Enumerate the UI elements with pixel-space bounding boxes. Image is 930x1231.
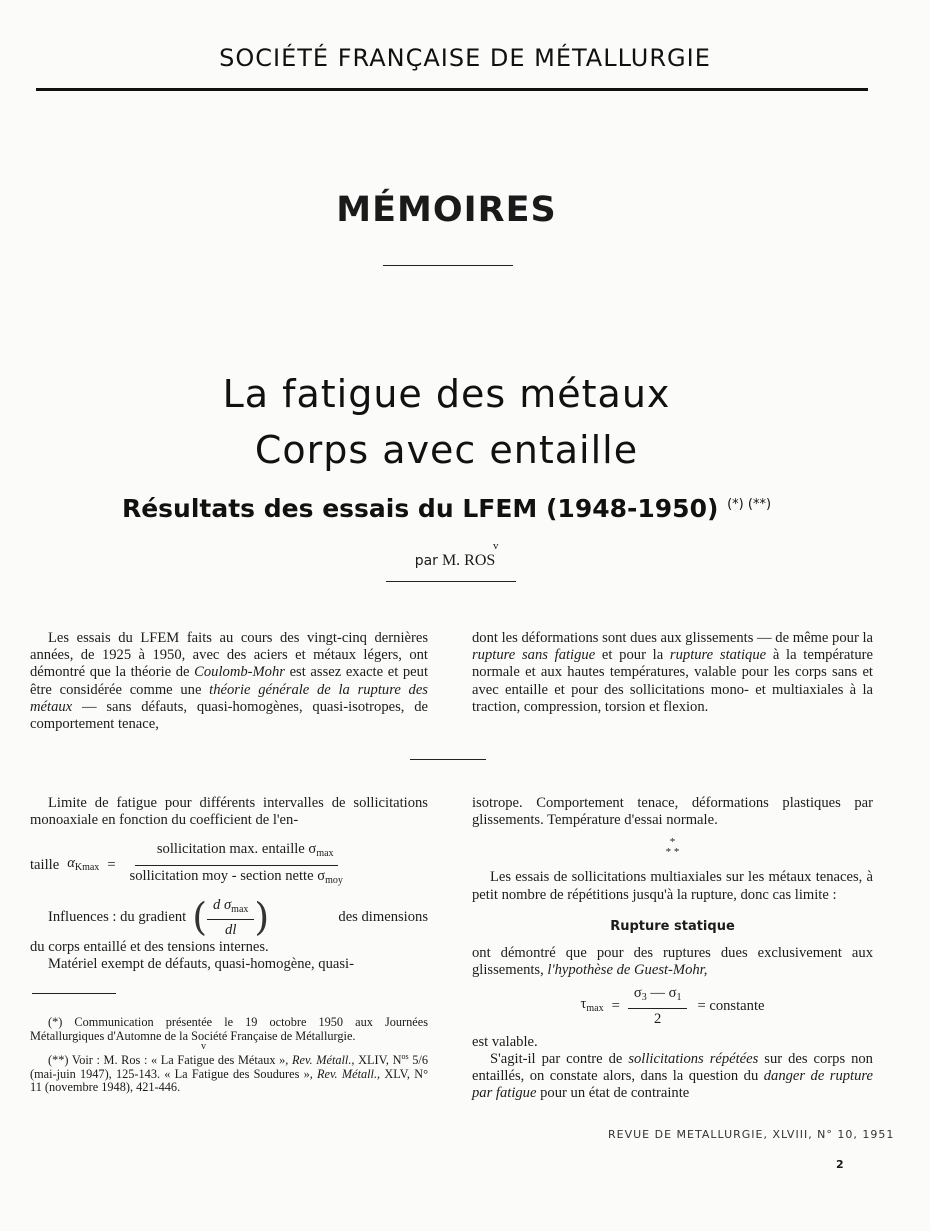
body-right-p5b: sur des corps non entaillés, on constate alors, dans la question du (472, 1051, 873, 1085)
tau-fraction (628, 985, 688, 1027)
author-name: M. ROS (441, 552, 496, 569)
footnote-2b: , XLIV, N (351, 1053, 402, 1068)
article-title-line2: Corps avec entaille (254, 428, 639, 472)
author-prefix: par (414, 553, 438, 569)
gradient-den: dl (225, 922, 237, 939)
section-rule (383, 265, 513, 266)
alpha-formula (30, 841, 428, 888)
footnote-2c: 5/6 (mai-juin 1947), 125-143. « La Fatigue des Soudures », (30, 1053, 428, 1081)
footnote-2d: , XLV, N° 11 (novembre 1948), 421-446. (30, 1066, 429, 1095)
separator-stars (472, 837, 873, 857)
gradient-formula (30, 897, 428, 939)
journal-footer: REVUE DE METALLURGIE, XLVIII, N° 10, 1951 (608, 1128, 895, 1141)
subtitle-text: Résultats des essais du LFEM (1948-1950) (121, 494, 719, 523)
body-right-p2: Les essais de sollicitations multiaxiales sur les métaux tenaces, à petit nombre de répétitions jusqu'à la rupture, donc cas limite : (472, 869, 873, 903)
abstract-right (472, 630, 873, 716)
body-left (30, 795, 428, 974)
section-title: MÉMOIRES (336, 190, 557, 230)
body-right-p5-it2: danger de rupture par fatigue (472, 1068, 873, 1102)
header-rule (36, 88, 868, 91)
alpha-sub: Kmax (74, 861, 100, 873)
constante: = constante (697, 998, 765, 1015)
tau-den: 2 (654, 1010, 662, 1027)
footnote-2-sup: os (401, 1052, 409, 1061)
abstract-right-s3: à la température normale et aux hautes températures, valable pour les corps sans et avec entaille et pour des sollicitations mono- et multiaxiales à la traction, compression, torsion et flexion. (472, 647, 873, 715)
article-subtitle (0, 494, 893, 523)
paren-left: ( (192, 895, 208, 940)
footnote-2 (30, 1050, 428, 1095)
body-right-p5c: pour un état de contrainte (536, 1085, 690, 1102)
society-header: SOCIÉTÉ FRANÇAISE DE MÉTALLURGIE (219, 44, 711, 72)
tau-symbol: τ (580, 996, 587, 1013)
body-left-p1: Limite de fatigue pour différents intervalles de sollicitations monoaxiale en fonction du coefficient de l'en- (30, 795, 428, 829)
abstract-left-it2: théorie générale de la rupture des métaux (30, 681, 428, 715)
sigma3-sub: 3 (641, 992, 647, 1004)
footnote-2-caron: v (201, 1041, 206, 1052)
body-right-p3a: ont démontré que pour des ruptures dues exclusivement aux glissements, (472, 945, 873, 979)
body-right-p4: est valable. (472, 1033, 538, 1050)
abstract-left-s2: est assez exacte et peut être considérée comme une (30, 664, 428, 698)
notch-num: sollicitation max. entaille σ (156, 841, 317, 858)
footnote-2-it1: Rev. Métall. (292, 1053, 352, 1068)
author-rule (386, 581, 516, 582)
author-line (0, 540, 910, 570)
sigma-dash: — σ (646, 985, 677, 1002)
guest-mohr-formula (472, 985, 873, 1027)
body-right-p5 (472, 1051, 873, 1103)
taille-prefix: taille (30, 856, 60, 873)
abstract-left-it1: Coulomb-Mohr (194, 664, 285, 681)
notch-num-sub: max (316, 848, 334, 860)
sigma3: σ (633, 985, 642, 1002)
body-right-p1: isotrope. Comportement tenace, déformations plastiques par glissements. Température d'essai normale. (472, 795, 873, 829)
body-left-p3: Matériel exempt de défauts, quasi-homogène, quasi- (48, 956, 354, 973)
body-right-p5-it1: sollicitations répétées (628, 1051, 759, 1068)
tau-sub: max (586, 1003, 604, 1015)
influence-prefix: Influences : du gradient (48, 909, 187, 926)
notch-den-sub: moy (325, 874, 343, 886)
abstract-left-s1: Les essais du LFEM faits au cours des vingt-cinq dernières années, de 1925 à 1950, avec des aciers et métaux légers, ont démontré que la théorie de (30, 630, 428, 681)
gradient-num-sub: max (231, 903, 249, 915)
footnote-1: (*) Communication présentée le 19 octobre 1950 aux Journées Métallurgiques d'Automne de la Société Française de Métallurgie. (30, 1015, 428, 1043)
alpha-symbol: α (67, 854, 75, 871)
abstract-right-it1: rupture sans fatigue (472, 647, 596, 664)
notch-fraction (124, 841, 349, 888)
stars-top: * (669, 836, 676, 849)
body-left-infl-cont: du corps entaillé et des tensions internes. (30, 939, 269, 956)
notch-den: sollicitation moy - section nette σ (129, 867, 326, 884)
footnote-2-it2: Rev. Métall. (317, 1066, 378, 1081)
paren-right: ) (254, 895, 270, 940)
abstract-rule (410, 759, 486, 760)
page-number: 2 (836, 1158, 844, 1171)
gradient-fraction (207, 897, 254, 939)
stars-bottom: * * (665, 846, 680, 859)
body-right (472, 795, 873, 1103)
abstract-left (30, 630, 428, 733)
abstract-left-s3: — sans défauts, quasi-homogènes, quasi-isotropes, de comportement tenace, (30, 698, 428, 733)
alpha-equals: = (107, 856, 116, 873)
sigma1-sub: 1 (676, 992, 682, 1004)
abstract-right-it2: rupture statique (669, 647, 767, 664)
footnote-2a: (**) Voir : M. Ros : « La Fatigue des Métaux », (48, 1053, 293, 1068)
footnotes (30, 1016, 428, 1095)
author-caron: v (493, 540, 499, 552)
abstract-right-s2: et pour la (595, 647, 670, 664)
footnote-rule (32, 993, 116, 994)
body-right-p3 (472, 945, 873, 979)
gradient-num: d σ (213, 896, 232, 913)
article-title-line1: La fatigue des métaux (222, 372, 671, 416)
influence-suffix: des dimensions (338, 909, 428, 926)
subtitle-refs: (*) (**) (727, 497, 772, 512)
tau-equals: = (611, 998, 620, 1015)
body-right-p5a: S'agit-il par contre de (490, 1051, 629, 1068)
body-right-p3-it: l'hypothèse de Guest-Mohr, (547, 962, 708, 979)
abstract-right-s1: dont les déformations sont dues aux glissements — de même pour la (472, 630, 873, 646)
rupture-statique-heading: Rupture statique (610, 918, 735, 934)
